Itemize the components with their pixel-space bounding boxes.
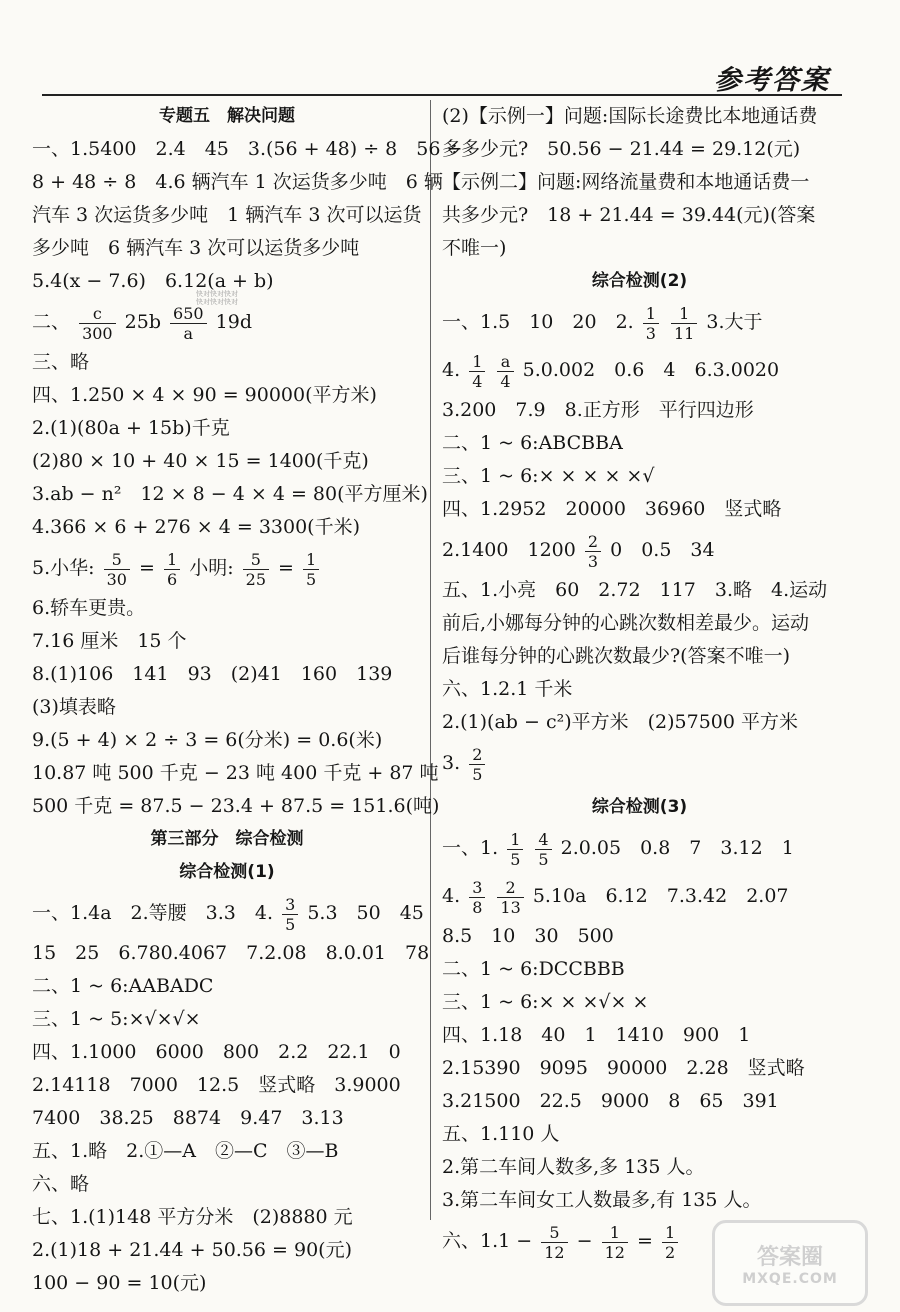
answer-line: 3.200 7.9 8.正方形 平行四边形 [442,399,754,421]
answer-line [442,526,837,574]
text: 5.0.002 0.6 4 6.3.0020 [522,359,780,381]
answer-line: 5.4(x − 7.6) 6.12(a + b) [32,270,274,292]
fraction [282,895,298,934]
fraction [507,830,523,869]
text: 小明: [189,557,234,579]
text: 一、1.4a 2.等腰 3.3 4. [32,902,274,924]
answer-line: 二、1 ~ 6:ABCBBA [442,432,623,454]
fraction [497,352,513,391]
answer-line [442,346,837,394]
text: 4. [442,359,461,381]
fraction [243,550,269,589]
page-header-title: 参考答案 [714,65,830,96]
numerator: 1 [662,1223,678,1243]
answer-line: 9.(5 + 4) × 2 ÷ 3 = 6(分米) = 0.6(米) [32,729,383,751]
answer-line: 8 + 48 ÷ 8 4.6 辆汽车 1 次运货多少吨 6 辆 [32,171,443,193]
watermark-line: 快对快对快对 [196,298,238,306]
section-heading: 专题五 解决问题 [159,106,295,126]
answer-line: 【示例二】问题:网络流量费和本地通话费一 [442,171,810,193]
answer-line: 五、1.小亮 60 2.72 117 3.略 4.运动 [442,579,828,601]
numerator: 1 [602,1223,628,1243]
denominator: 5 [538,849,549,869]
answer-line: 三、1 ~ 5:×√×√× [32,1008,201,1030]
denominator: 12 [604,1242,625,1262]
fraction [671,304,697,343]
fraction [469,352,485,391]
answer-line: 8.(1)106 141 93 (2)41 160 139 [32,663,393,685]
text: − [576,1230,593,1252]
site-logo [712,1220,868,1306]
answer-line: 七、1.(1)148 平方分米 (2)8880 元 [32,1206,353,1228]
left-column [32,100,463,1300]
text: 2.1400 1200 [442,539,576,561]
fraction [469,878,485,917]
answer-line: 2.(1)(80a + 15b)千克 [32,417,230,439]
text: 一、1.5 10 20 2. [442,311,634,333]
answer-line: 多多少元? 50.56 − 21.44 = 29.12(元) [442,138,801,160]
answer-line [442,872,837,920]
text: 一、1. [442,837,499,859]
denominator: 6 [166,569,178,589]
answer-line: 4.366 × 6 + 276 × 4 = 3300(千米) [32,516,361,538]
answer-line [442,739,837,787]
part-heading: 第三部分 综合检测 [150,829,304,849]
logo-text: 答案圈 [756,1244,823,1270]
right-column [442,100,837,1265]
answer-line: 15 25 6.780.4067 7.2.08 8.0.01 78 [32,942,430,964]
denominator: 11 [673,323,695,343]
numerator: 1 [164,550,180,570]
fraction [602,1223,628,1262]
denominator: 4 [500,371,511,391]
answer-line: 3.ab − n² 12 × 8 − 4 × 4 = 80(平方厘米) [32,483,428,505]
denominator: a [183,323,194,343]
denominator: 3 [645,323,656,343]
answer-line: 2.第二车间人数多,多 135 人。 [442,1156,705,1178]
numerator: 1 [643,304,659,324]
answer-line: 五、1.略 2.①—A ②—C ③—B [32,1140,339,1162]
answer-line: 三、1 ~ 6:× × × × ×√ [442,465,655,487]
denominator: 12 [544,1242,565,1262]
answer-line: 六、1.2.1 千米 [442,678,573,700]
denominator: 5 [510,849,521,869]
section-heading: 综合检测(1) [179,862,275,882]
numerator: 1 [469,352,485,372]
answer-line: 2.14118 7000 12.5 竖式略 3.9000 [32,1074,401,1096]
numerator: 1 [507,830,523,850]
numerator: 1 [303,550,319,570]
text: = [637,1230,653,1252]
denominator: 4 [472,371,483,391]
fraction [303,550,319,589]
fraction [643,304,659,343]
answer-line: 前后,小娜每分钟的心跳次数相差最少。运动 [442,612,810,634]
denominator: 30 [106,569,127,589]
answer-line: 2.(1)(ab − c²)平方米 (2)57500 平方米 [442,711,799,733]
numerator: 5 [104,550,130,570]
text: 5.10a 6.12 7.3.42 2.07 [532,885,789,907]
fraction [104,550,130,589]
text: = [278,557,294,579]
answer-line [442,298,837,346]
numerator: c [79,304,116,324]
text: 3.大于 [706,311,763,333]
answer-line: 四、1.18 40 1 1410 900 1 [442,1024,751,1046]
answer-line: 500 千克 = 87.5 − 23.4 + 87.5 = 151.6(吨) [32,795,440,817]
answer-line: (2)80 × 10 + 40 × 15 = 1400(千克) [32,450,369,472]
answer-line: 三、略 [32,351,90,373]
answer-line [32,889,422,937]
numerator: 5 [243,550,269,570]
logo-site: MXQE.COM [742,1270,838,1287]
text: 2.0.05 0.8 7 3.12 1 [560,837,794,859]
text: 19d [215,311,252,333]
text: 5.小华: [32,557,95,579]
denominator: 25 [245,569,266,589]
watermark-line: 快对快对快对 [196,290,238,298]
numerator: 2 [585,532,601,552]
text: 二、 [32,311,71,333]
answer-line: 共多少元? 18 + 21.44 = 39.44(元)(答案 [442,204,816,226]
numerator: 3 [469,878,485,898]
answer-line: 三、1 ~ 6:× × ×√× × [442,991,649,1013]
fraction [585,532,601,571]
answer-line [32,544,422,592]
answer-line: 汽车 3 次运货多少吨 1 辆汽车 3 次可以运货 [32,204,422,226]
fraction [469,745,485,784]
text: 0 0.5 34 [610,539,715,561]
answer-line: 3.21500 22.5 9000 8 65 391 [442,1090,779,1112]
numerator: 5 [541,1223,567,1243]
text: = [138,557,155,579]
denominator: 2 [664,1242,676,1262]
text: 25b [124,311,161,333]
answer-line: 一、1.5400 2.4 45 3.(56 + 48) ÷ 8 56 ÷ [32,138,463,160]
numerator: 2 [497,878,523,898]
numerator: 2 [469,745,485,765]
numerator: 650 [170,304,207,324]
answer-line: 不唯一) [442,237,507,259]
fraction [79,304,116,343]
fraction [541,1223,567,1262]
answer-line: (2)【示例一】问题:国际长途费比本地通话费 [442,105,818,127]
answer-line: 2.(1)18 + 21.44 + 50.56 = 90(元) [32,1239,353,1261]
answer-line: 二、1 ~ 6:DCCBBB [442,958,625,980]
text: 3. [442,752,461,774]
answer-line: 6.轿车更贵。 [32,597,146,619]
answer-line: 7.16 厘米 15 个 [32,630,187,652]
numerator: 3 [282,895,298,915]
answer-line: 四、1.2952 20000 36960 竖式略 [442,498,782,520]
header-rule [42,94,842,96]
answer-line: 2.15390 9095 90000 2.28 竖式略 [442,1057,805,1079]
fraction [535,830,551,869]
answer-line [442,824,837,872]
text: 六、1.1 − [442,1230,533,1252]
answer-line: 四、1.1000 6000 800 2.2 22.1 0 [32,1041,401,1063]
answer-line: 五、1.110 人 [442,1123,560,1145]
answer-line: (3)填表略 [32,696,116,718]
denominator: 5 [472,764,483,784]
numerator: 4 [535,830,551,850]
denominator: 5 [306,569,317,589]
column-divider [430,100,431,1220]
denominator: 3 [587,551,599,571]
denominator: 5 [285,914,296,934]
fraction [170,304,207,343]
answer-line: 六、略 [32,1173,90,1195]
section-heading: 综合检测(3) [591,797,688,817]
numerator: 1 [671,304,697,324]
answer-line: 7400 38.25 8874 9.47 3.13 [32,1107,344,1129]
denominator: 300 [82,323,113,343]
answer-line: 二、1 ~ 6:AABADC [32,975,214,997]
answer-line: 3.第二车间女工人数最多,有 135 人。 [442,1189,762,1211]
denominator: 8 [472,897,483,917]
answer-line: 后谁每分钟的心跳次数最少?(答案不唯一) [442,645,791,667]
fraction [662,1223,678,1262]
numerator: a [497,352,513,372]
text: 4. [442,885,461,907]
fraction [497,878,523,917]
text: 5.3 50 45 [307,902,424,924]
denominator: 13 [500,897,521,917]
fraction [164,550,180,589]
answer-line: 100 − 90 = 10(元) [32,1272,207,1294]
answer-line: 10.87 吨 500 千克 − 23 吨 400 千克 + 87 吨 [32,762,439,784]
watermark-text [196,290,238,306]
answer-line: 四、1.250 × 4 × 90 = 90000(平方米) [32,384,377,406]
answer-line: 8.5 10 30 500 [442,925,614,947]
answer-line: 多少吨 6 辆汽车 3 次可以运货多少吨 [32,237,360,259]
section-heading: 综合检测(2) [591,271,688,291]
